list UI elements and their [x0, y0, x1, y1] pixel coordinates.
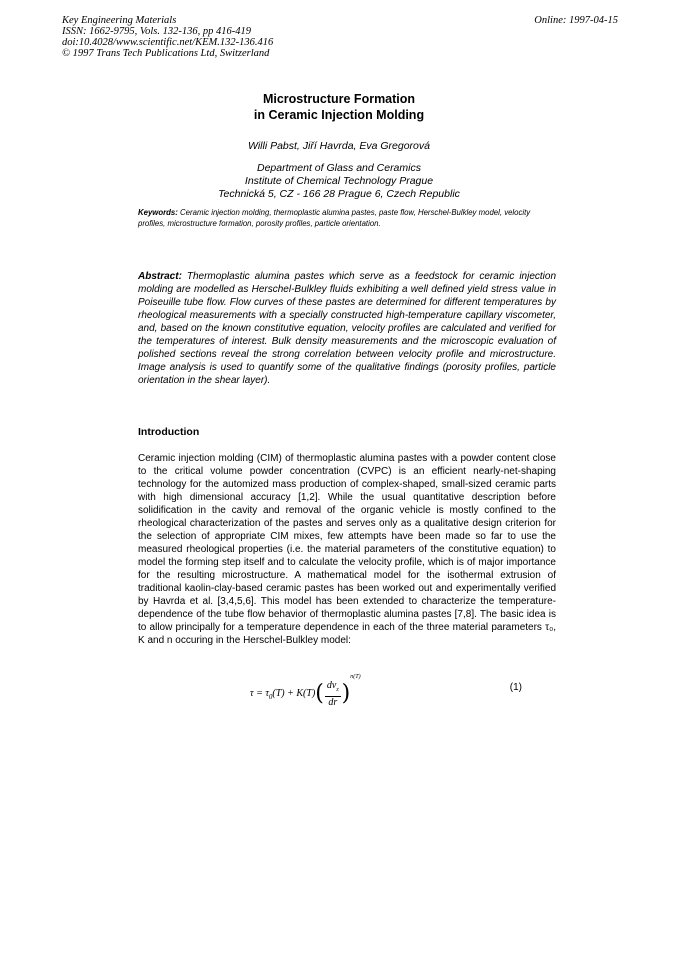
title-line-1: Microstructure Formation	[262, 92, 416, 106]
paper-title	[0, 91, 678, 123]
eq-sub-0: 0	[268, 693, 273, 701]
equation-formula	[250, 674, 361, 708]
eq-numerator-text: dv	[326, 679, 337, 691]
eq-left-paren: (	[315, 681, 324, 707]
header-doi: doi:10.4028/www.scientific.net/KEM.132-136.416	[62, 37, 274, 48]
affiliation	[0, 162, 678, 201]
eq-lhs: τ = τ	[250, 688, 269, 699]
affiliation-line-2: Institute of Chemical Technology Prague	[244, 175, 434, 187]
title-line-2: in Ceramic Injection Molding	[253, 108, 425, 122]
abstract	[138, 270, 556, 387]
journal-header	[62, 15, 618, 59]
authors: Willi Pabst, Jiří Havrda, Eva Gregorová	[248, 140, 430, 152]
affiliation-line-1: Department of Glass and Ceramics	[257, 162, 421, 174]
header-copyright: © 1997 Trans Tech Publications Ltd, Switzerland	[62, 48, 270, 59]
keywords-label: Keywords:	[138, 208, 178, 217]
eq-term1: (T) + K(T)	[272, 688, 316, 699]
eq-exponent: n(T)	[350, 674, 361, 680]
equation-number: (1)	[509, 682, 522, 693]
header-journal-name: Key Engineering Materials	[62, 15, 177, 26]
eq-numerator	[325, 680, 341, 697]
section-heading-introduction: Introduction	[138, 426, 200, 438]
eq-denominator: dr	[328, 696, 338, 708]
eq-fraction	[325, 680, 341, 708]
eq-right-paren: )	[341, 681, 351, 707]
keywords	[138, 208, 556, 229]
header-online-date: Online: 1997-04-15	[534, 15, 618, 26]
keywords-text: Ceramic injection molding, thermoplastic alumina pastes, paste flow, Herschel-Bulkley model, velocity profiles, microstructure formation, porosity profiles, particle orientation.	[138, 208, 531, 228]
eq-numerator-sub: z	[336, 686, 339, 693]
abstract-label: Abstract:	[138, 271, 182, 282]
equation-1	[138, 672, 556, 708]
abstract-text: Thermoplastic alumina pastes which serve as a feedstock for ceramic injection molding are modelled as Herschel-Bulkley fluids exhibiting a well defined yield stress value in Poiseuille tube flow. Flow curves of these pastes are determined for different temperatures by rheological measurements with a specially constructed high-temperature capillary viscometer, and, based on the known constitutive equation, velocity profiles are calculated and verified for the temperatures of interest. Bulk density measurements and the microscopic evaluation of polished sections reveal the strong correlation between velocity profile and microstructure. Image analysis is used to quantify some of the qualitative findings (porosity profiles, particle orientation in the shear layer).	[138, 271, 557, 386]
affiliation-line-3: Technická 5, CZ - 166 28 Prague 6, Czech Republic	[218, 188, 460, 200]
header-issn: ISSN: 1662-9795, Vols. 132-136, pp 416-419	[62, 26, 251, 37]
introduction-paragraph: Ceramic injection molding (CIM) of thermoplastic alumina pastes with a powder content close to the critical volume powder concentration (CVPC) is an efficient nearly-net-shaping technology for the automized mass production of complex-shaped, small-sized ceramic parts with high dimensional accuracy [1,2]. While the usual quantitative description before solidification in the cavity and removal of the organic vehicle is mostly confined to the rheological characterization of the pastes and serves only as a qualitative design criterion for the selection of appropriate CIM mixes, few attempts have been made so far to use the measured rheological properties (i.e. the material parameters of the constitutive equation) to model the forming step itself and to calculate the velocity profile, which is of major importance for the resulting microstructure. A mathematical model for the isothermal extrusion of traditional kaolin-clay-based ceramic pastes has been worked out and experimentally verified by Havrda et al. [3,4,5,6]. This model has been extended to characterize the temperature-dependence of the tube flow behavior of thermoplastic alumina pastes [7,8]. The basic idea is to allow principally for a temperature dependence in each of the three material parameters τ₀, K and n occuring in the Herschel-Bulkley model:	[138, 453, 556, 646]
